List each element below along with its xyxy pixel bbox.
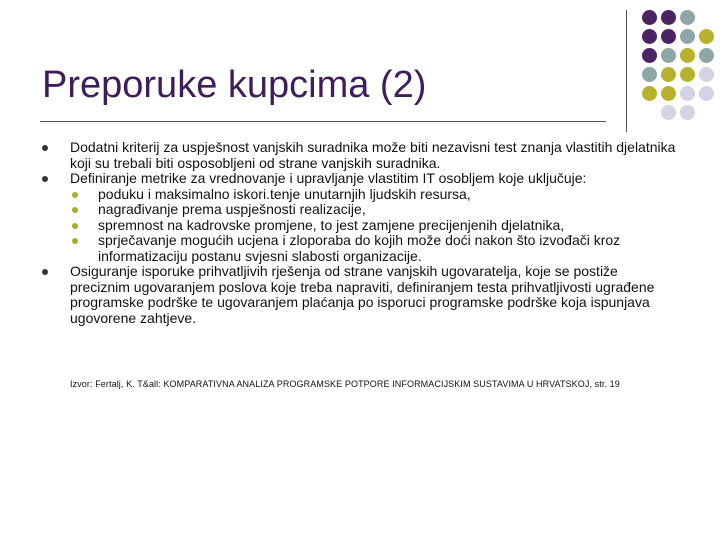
decor-dot	[680, 105, 695, 120]
slide-title: Preporuke kupcima (2)	[42, 64, 427, 106]
decor-dot	[661, 105, 676, 120]
bullet-item	[40, 140, 680, 171]
sub-bullet-dot	[72, 223, 78, 229]
sub-bullet-text: spremnost na kadrovske promjene, to jest zamjene precijenjenih djelatnika,	[98, 216, 565, 233]
decor-dot	[642, 48, 657, 63]
bullet-item	[40, 264, 680, 326]
decor-dot	[661, 29, 676, 44]
decor-dot	[699, 48, 714, 63]
source-citation: Izvor: Fertalj, K. T&all: KOMPARATIVNA ANALIZA PROGRAMSKE POTPORE INFORMACIJSKIM SUSTAVIMA U HRVATSKOJ, str. 19	[70, 379, 620, 389]
decor-dot	[642, 10, 657, 25]
decor-dot	[661, 10, 676, 25]
decor-dot	[680, 67, 695, 82]
decor-dot	[642, 29, 657, 44]
bullet-text: Dodatni kriterij za uspješnost vanjskih suradnika može biti nezavisni test znanja vlastitih djelatnika koji su trebali biti osposobljeni od strane vanjskih suradnika.	[70, 139, 676, 171]
bullet-dot	[42, 176, 48, 182]
decor-dot	[680, 86, 695, 101]
bullet-text: Definiranje metrike za vrednovanje i upravljanje vlastitim IT osobljem koje uključuje:	[70, 170, 587, 186]
decor-dot	[680, 10, 695, 25]
decor-dot	[661, 86, 676, 101]
decor-dot	[661, 48, 676, 63]
sub-bullet-text: nagrađivanje prema uspješnosti realizacije,	[98, 201, 366, 217]
decor-dot	[680, 29, 695, 44]
sub-bullet-text: poduku i maksimalno iskori.tenje unutarnjih ljudskih resursa,	[98, 185, 471, 202]
bullet-dot	[42, 269, 48, 275]
slide-body	[40, 140, 680, 326]
bullet-dot	[42, 145, 48, 151]
sub-bullet-item	[40, 233, 680, 264]
bullet-item	[40, 171, 680, 187]
bullet-text: Osiguranje isporuke prihvatljivih rješenja od strane vanjskih ugovaratelja, koje se postiže preciznim ugovaranjem poslova koje treba napraviti, definiranjem testa prihvatljivosti ugrađene programske podrške te ugovaranjem plaćanja po isporuci programske podrške koja ispunjava ugovorene zahtjeve.	[70, 263, 655, 326]
decor-dot	[642, 67, 657, 82]
sub-bullet-item	[40, 202, 680, 218]
decor-dot	[699, 29, 714, 44]
decorative-dot-grid	[642, 10, 714, 124]
sub-bullet-dot	[72, 238, 78, 244]
sub-bullet-item	[40, 187, 680, 203]
decor-dot	[661, 67, 676, 82]
decor-dot	[699, 67, 714, 82]
sub-bullet-item	[40, 218, 680, 234]
decor-dot	[642, 86, 657, 101]
sub-bullet-dot	[72, 192, 78, 198]
decor-dot	[699, 86, 714, 101]
vertical-divider	[626, 10, 627, 132]
decor-dot	[680, 48, 695, 63]
sub-bullet-text: sprječavanje mogućih ucjena i zloporaba do kojih može doći nakon što izvođači kroz informatizaciju postanu svjesni slabosti organizacije.	[98, 232, 621, 264]
sub-bullet-dot	[72, 207, 78, 213]
title-divider	[40, 121, 606, 122]
